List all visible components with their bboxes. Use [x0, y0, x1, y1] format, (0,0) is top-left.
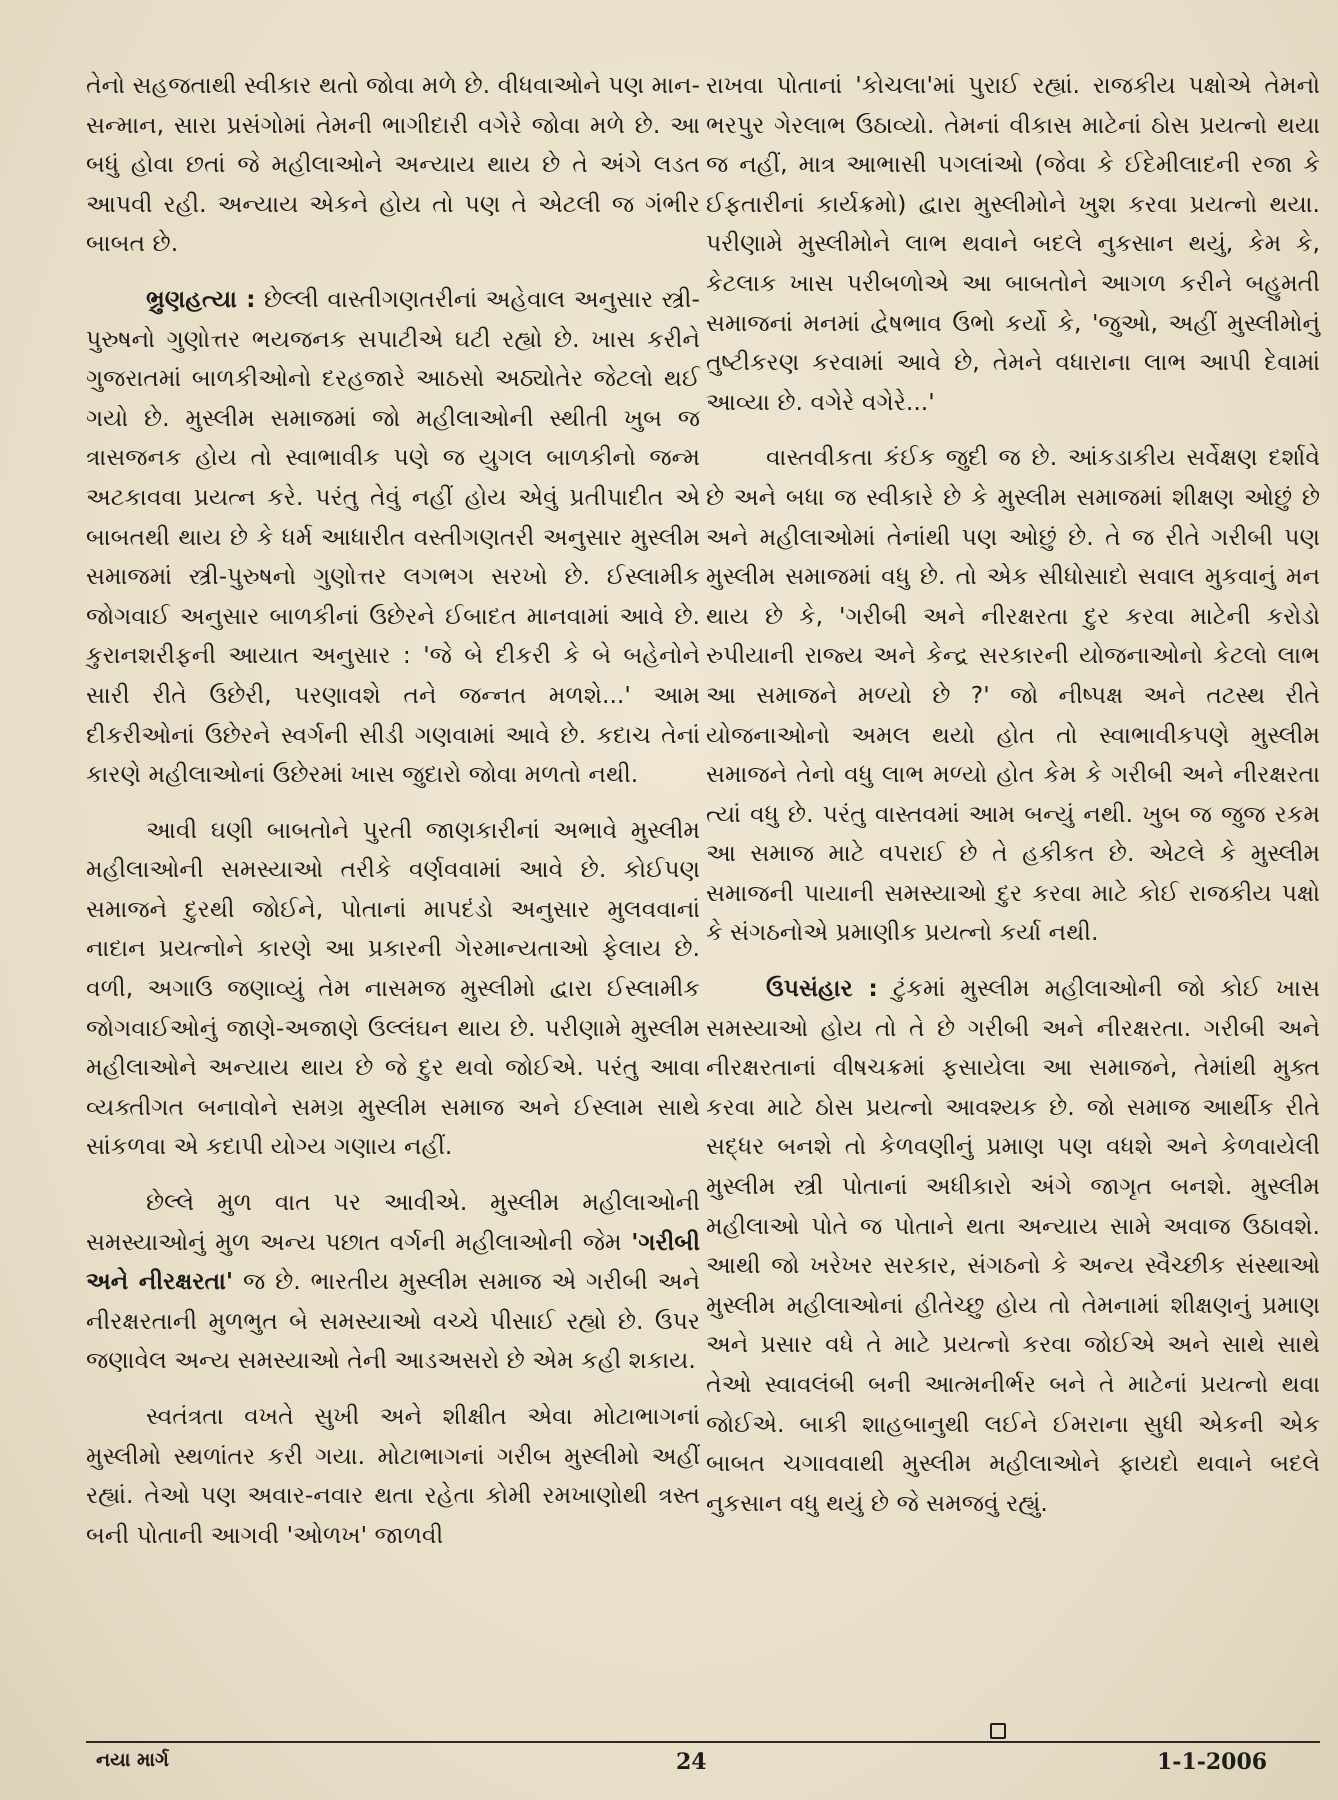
magazine-name: નયા માર્ગ: [96, 1749, 169, 1771]
section-heading-conclusion: ઉપસંહાર :: [766, 974, 878, 1003]
paragraph: તેનો સહજતાથી સ્વીકાર થતો જોવા મળે છે. વીધવાઓને પણ માન-સન્માન, સારા પ્રસંગોમાં તેમની ભાગીદારી વગેરે જોવા મળે છે. આ બધું હોવા છતાં જે મહીલાઓને અન્યાય થાય છે તે અંગે લડત આપવી રહી. અન્યાય એકને હોય તો પણ તે એટલી જ ગંભીર બાબત છે.: [86, 71, 700, 258]
paragraph-foeticide: [86, 280, 700, 795]
paragraph-conclusion: [706, 969, 1320, 1523]
left-column: [86, 66, 700, 1555]
issue-date: 1-1-2006: [1157, 1749, 1268, 1775]
right-column: [706, 66, 1320, 1523]
paragraph-text: છેલ્લી વાસ્તીગણતરીનાં અહેવાલ અનુસાર સ્ત્રી-પુરુષનો ગુણોત્તર ભયજનક સપાટીએ ઘટી રહ્યો છે. ખાસ કરીને ગુજરાતમાં બાળકીઓનો દરહજારે આઠસો અઠ્યોતેર જેટલો થઈ ગયો છે. મુસ્લીમ સમાજમાં જો મહીલાઓની સ્થીતી ખુબ જ ત્રાસજનક હોય તો સ્વાભાવીક પણે જ યુગલ બાળકીનો જન્મ અટકાવવા પ્રયત્ન કરે. પરંતુ તેવું નહીં હોય એવું પ્રતીપાદીત એ બાબતથી થાય છે કે ધર્મ આધારીત વસ્તીગણતરી અનુસાર મુસ્લીમ સમાજમાં સ્ત્રી-પુરુષનો ગુણોત્તર લગભગ સરખો છે. ઈસ્લામીક જોગવાઈ અનુસાર બાળકીનાં ઉછેરને ઈબાદત માનવામાં આવે છે. કુરાનશરીફની આયાત અનુસાર : 'જે બે દીકરી કે બે બહેનોને સારી રીતે ઉછેરી, પરણાવશે તને જન્નત મળશે...' આમ દીકરીઓનાં ઉછેરને સ્વર્ગની સીડી ગણવામાં આવે છે. કદાચ તેનાં કારણે મહીલાઓનાં ઉછેરમાં ખાસ જુદારો જોવા મળતો નથી.: [86, 284, 700, 789]
end-of-article-square-icon: [990, 1723, 1006, 1739]
footer-divider: [86, 1741, 1320, 1743]
paragraph: સ્વતંત્રતા વખતે સુખી અને શીક્ષીત એવા મોટાભાગનાં મુસ્લીમો સ્થળાંતર કરી ગયા. મોટાભાગનાં ગરીબ મુસ્લીમો અહીં રહ્યાં. તેઓ પણ અવાર-નવાર થતા રહેતા કોમી રમખાણોથી ત્રસ્ત બની પોતાની આગવી 'ઓળખ' જાળવી: [86, 1402, 700, 1549]
paragraph-text: જ છે. ભારતીય મુસ્લીમ સમાજ એ ગરીબી અને નીરક્ષરતાની મુળભુત બે સમસ્યાઓ વચ્ચે પીસાઈ રહ્યો છે. ઉપર જણાવેલ અન્ય સમસ્યાઓ તેની આડઅસરો છે એમ કહી શકાય.: [86, 1267, 700, 1375]
paragraph-text: ટુંકમાં મુસ્લીમ મહીલાઓની જો કોઈ ખાસ સમસ્યાઓ હોય તો તે છે ગરીબી અને નીરક્ષરતા. ગરીબી અને નીરક્ષરતાનાં વીષચક્રમાં ફસાયેલા આ સમાજને, તેમાંથી મુક્ત કરવા માટે ઠોસ પ્રયત્નો આવશ્યક છે. જો સમાજ આર્થીક રીતે સદ્ધર બનશે તો કેળવણીનું પ્રમાણ પણ વધશે અને કેળવાયેલી મુસ્લીમ સ્ત્રી પોતાનાં અધીકારો અંગે જાગૃત બનશે. મુસ્લીમ મહીલાઓ પોતે જ પોતાને થતા અન્યાય સામે અવાજ ઉઠાવશે. આથી જો ખરેખર સરકાર, સંગઠનો કે અન્ય સ્વૈચ્છીક સંસ્થાઓ મુસ્લીમ મહીલાઓનાં હીતેચ્છુ હોય તો તેમનામાં શીક્ષણનું પ્રમાણ અને પ્રસાર વધે તે માટે પ્રયત્નો કરવા જોઈએ અને સાથે સાથે તેઓ સ્વાવલંબી બની આત્મનીર્ભર બને તે માટેનાં પ્રયત્નો થવા જોઈએ. બાકી શાહબાનુથી લઈને ઈમરાના સુધી એકની એક બાબત ચગાવવાથી મુસ્લીમ મહીલાઓને ફાયદો થવાને બદલે નુકસાન વધુ થયું છે જે સમજવું રહ્યું.: [706, 974, 1320, 1517]
paragraph: વાસ્તવીકતા કંઈક જુદી જ છે. આંકડાકીય સર્વેક્ષણ દર્શાવે છે અને બધા જ સ્વીકારે છે કે મુસ્લીમ સમાજમાં શીક્ષણ ઓછું છે અને મહીલાઓમાં તેનાંથી પણ ઓછું છે. તે જ રીતે ગરીબી પણ મુસ્લીમ સમાજમાં વધુ છે. તો એક સીધોસાદો સવાલ મુકવાનું મન થાય છે કે, 'ગરીબી અને નીરક્ષરતા દુર કરવા માટેની કરોડો રુપીયાની રાજ્ય અને કેન્દ્ર સરકારની યોજનાઓનો કેટલો લાભ આ સમાજને મળ્યો છે ?' જો નીષ્પક્ષ અને તટસ્થ રીતે યોજનાઓનો અમલ થયો હોત તો સ્વાભાવીકપણે મુસ્લીમ સમાજને તેનો વધુ લાભ મળ્યો હોત કેમ કે ગરીબી અને નીરક્ષરતા ત્યાં વધુ છે. પરંતુ વાસ્તવમાં આમ બન્યું નથી. ખુબ જ જુજ રકમ આ સમાજ માટે વપરાઈ છે તે હકીકત છે. એટલે કે મુસ્લીમ સમાજની પાયાની સમસ્યાઓ દુર કરવા માટે કોઈ રાજકીય પક્ષો કે સંગઠનોએ પ્રમાણીક પ્રયત્નો કર્યા નથી.: [706, 443, 1320, 947]
paragraph: [86, 1183, 700, 1381]
paragraph: રાખવા પોતાનાં 'કોચલા'માં પુરાઈ રહ્યાં. રાજકીય પક્ષોએ તેમનો ભરપુર ગેરલાભ ઉઠાવ્યો. તેમનાં વીકાસ માટેનાં ઠોસ પ્રયત્નો થયા જ નહીં, માત્ર આભાસી પગલાંઓ (જેવા કે ઈદેમીલાદની રજા કે ઈફતારીનાં કાર્યક્રમો) દ્વારા મુસ્લીમોને ખુશ કરવા પ્રયત્નો થયા. પરીણામે મુસ્લીમોને લાભ થવાને બદલે નુકસાન થયું, કેમ કે, કેટલાક ખાસ પરીબળોએ આ બાબતોને આગળ કરીને બહુમતી સમાજનાં મનમાં દ્વેષભાવ ઉભો કર્યો કે, 'જુઓ, અહીં મુસ્લીમોનું તુષ્ટીકરણ કરવામાં આવે છે, તેમને વધારાના લાભ આપી દેવામાં આવ્યા છે. વગેરે વગેરે...': [706, 71, 1320, 416]
paragraph-text: છેલ્લે મુળ વાત પર આવીએ. મુસ્લીમ મહીલાઓની સમસ્યાઓનું મુળ અન્ય પછાત વર્ગની મહીલાઓની જેમ: [86, 1188, 700, 1256]
emphasis-text: 'ગરીબી અને નીરક્ષરતા': [86, 1227, 700, 1296]
paragraph: આવી ઘણી બાબતોને પુરતી જાણકારીનાં અભાવે મુસ્લીમ મહીલાઓની સમસ્યાઓ તરીકે વર્ણવવામાં આવે છે. કોઈપણ સમાજને દુરથી જોઈને, પોતાનાં માપદંડો અનુસાર મુલવવાનાં નાદાન પ્રયત્નોને કારણે આ પ્રકારની ગેરમાન્યતાઓ ફેલાય છે. વળી, અગાઉ જણાવ્યું તેમ નાસમજ મુસ્લીમો દ્વારા ઈસ્લામીક જોગવાઈઓનું જાણે-અજાણે ઉલ્લંઘન થાય છે. પરીણામે મુસ્લીમ મહીલાઓને અન્યાય થાય છે જે દુર થવો જોઈએ. પરંતુ આવા વ્યક્તીગત બનાવોને સમગ્ર મુસ્લીમ સમાજ અને ઈસ્લામ સાથે સાંકળવા એ કદાપી યોગ્ય ગણાય નહીં.: [86, 815, 700, 1161]
section-heading-foeticide: ભ્રુણહત્યા :: [146, 284, 256, 313]
page-number: 24: [676, 1749, 707, 1775]
